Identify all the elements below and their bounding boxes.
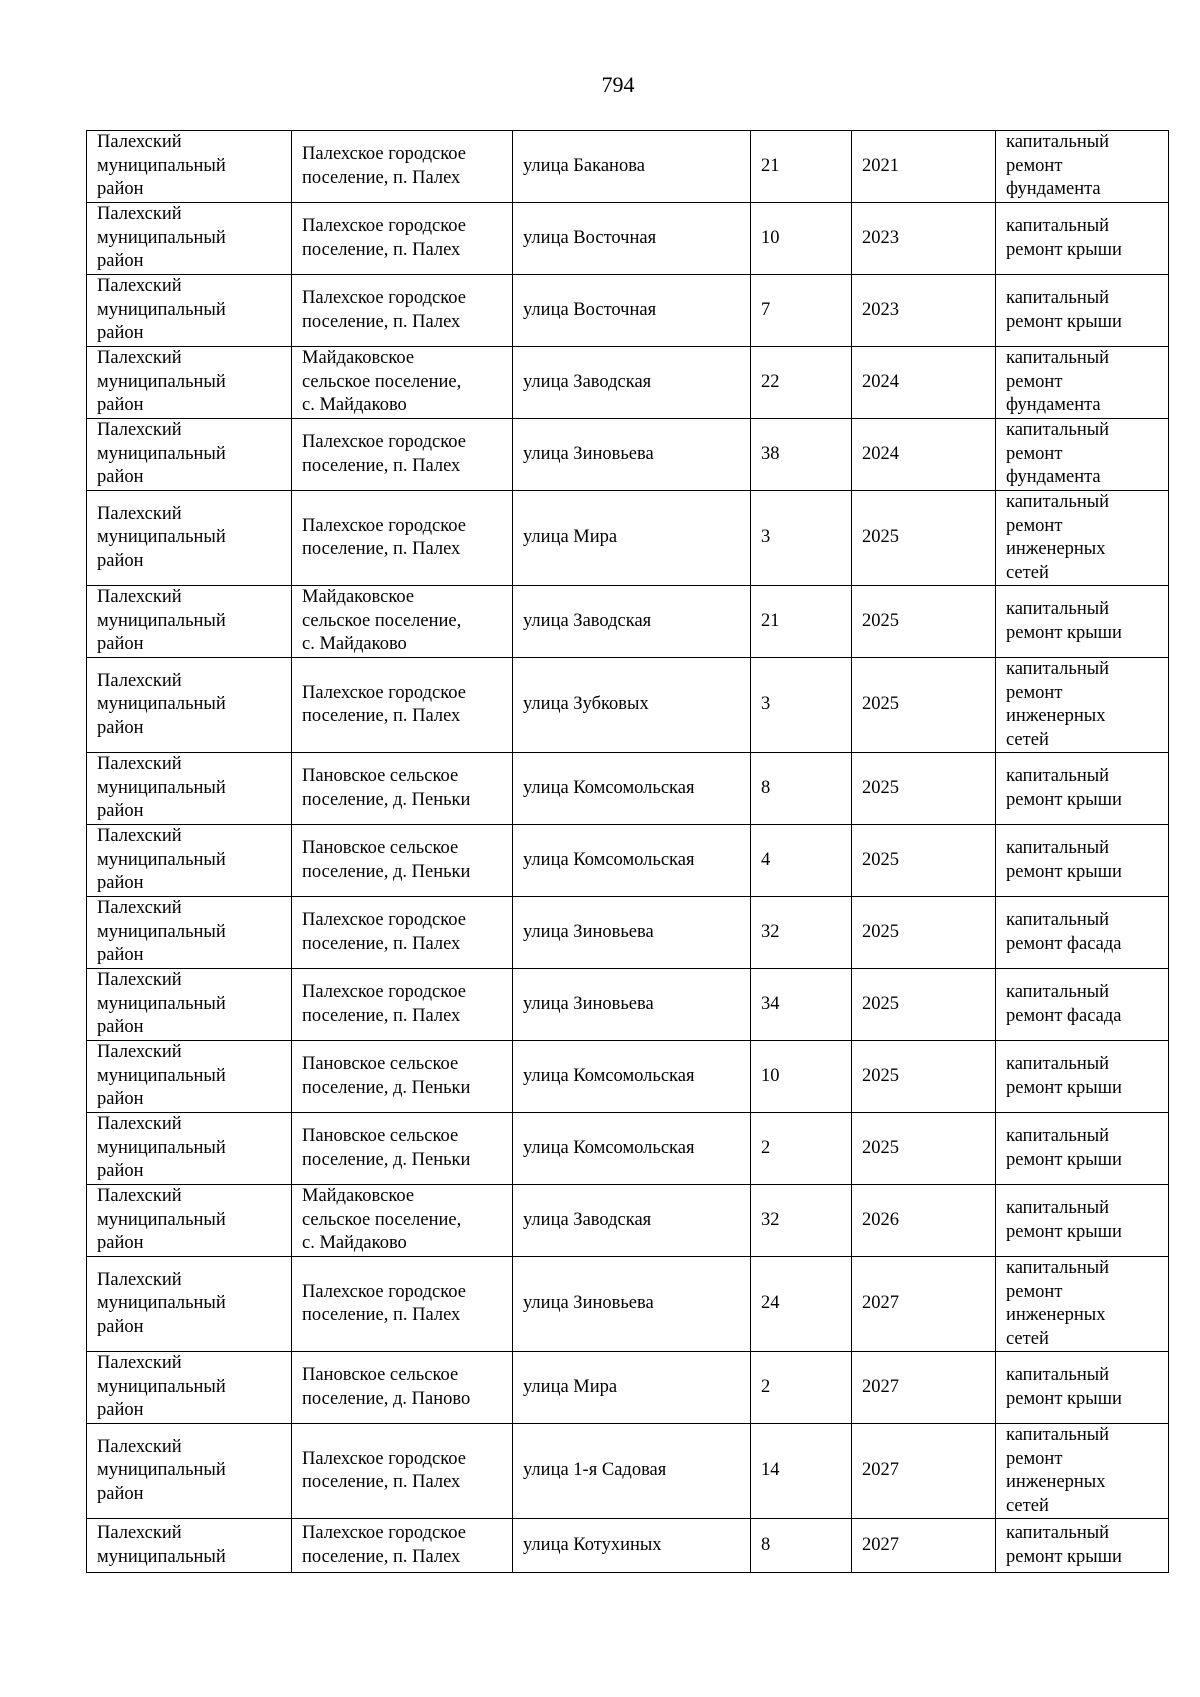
- district-cell: Палехский муниципальный район: [87, 1113, 292, 1185]
- district-cell: Палехский муниципальный район: [87, 586, 292, 658]
- street-cell: улица Котухиных: [513, 1519, 751, 1573]
- table-row: [87, 753, 1169, 825]
- year-cell: 2027: [852, 1424, 996, 1519]
- house-number-cell: 2: [751, 1113, 852, 1185]
- table-row: [87, 825, 1169, 897]
- settlement-cell: Палехское городское поселение, п. Палех: [292, 969, 513, 1041]
- house-number-cell: 21: [751, 586, 852, 658]
- table-row: [87, 419, 1169, 491]
- year-cell: 2023: [852, 275, 996, 347]
- street-cell: улица Восточная: [513, 203, 751, 275]
- year-cell: 2027: [852, 1519, 996, 1573]
- street-cell: улица Заводская: [513, 347, 751, 419]
- year-cell: 2021: [852, 131, 996, 203]
- year-cell: 2024: [852, 419, 996, 491]
- work-type-cell: капитальный ремонт крыши: [996, 1352, 1169, 1424]
- work-type-cell: капитальный ремонт фасада: [996, 969, 1169, 1041]
- district-cell: Палехский муниципальный район: [87, 491, 292, 586]
- district-cell: Палехский муниципальный район: [87, 1257, 292, 1352]
- work-type-cell: капитальный ремонт крыши: [996, 1185, 1169, 1257]
- house-number-cell: 4: [751, 825, 852, 897]
- settlement-cell: Палехское городское поселение, п. Палех: [292, 491, 513, 586]
- work-type-cell: капитальный ремонт крыши: [996, 1519, 1169, 1573]
- year-cell: 2025: [852, 897, 996, 969]
- year-cell: 2027: [852, 1257, 996, 1352]
- work-type-cell: капитальный ремонт крыши: [996, 275, 1169, 347]
- street-cell: улица Мира: [513, 491, 751, 586]
- table-row: [87, 1041, 1169, 1113]
- house-number-cell: 21: [751, 131, 852, 203]
- house-number-cell: 10: [751, 1041, 852, 1113]
- district-cell: Палехский муниципальный район: [87, 419, 292, 491]
- table-row: [87, 491, 1169, 586]
- work-type-cell: капитальный ремонт крыши: [996, 753, 1169, 825]
- table-row: [87, 897, 1169, 969]
- work-type-cell: капитальный ремонт крыши: [996, 586, 1169, 658]
- work-type-cell: капитальный ремонт инженерных сетей: [996, 658, 1169, 753]
- district-cell: Палехский муниципальный район: [87, 753, 292, 825]
- settlement-cell: Майдаковское сельское поселение, с. Майдаково: [292, 1185, 513, 1257]
- street-cell: улица Заводская: [513, 1185, 751, 1257]
- house-number-cell: 7: [751, 275, 852, 347]
- settlement-cell: Палехское городское поселение, п. Палех: [292, 131, 513, 203]
- street-cell: улица Зиновьева: [513, 897, 751, 969]
- table-row: [87, 1185, 1169, 1257]
- year-cell: 2025: [852, 1041, 996, 1113]
- house-number-cell: 14: [751, 1424, 852, 1519]
- settlement-cell: Палехское городское поселение, п. Палех: [292, 897, 513, 969]
- table-row: [87, 347, 1169, 419]
- settlement-cell: Пановское сельское поселение, д. Пеньки: [292, 753, 513, 825]
- year-cell: 2025: [852, 825, 996, 897]
- house-number-cell: 3: [751, 658, 852, 753]
- work-type-cell: капитальный ремонт фундамента: [996, 347, 1169, 419]
- house-number-cell: 8: [751, 753, 852, 825]
- work-type-cell: капитальный ремонт фундамента: [996, 131, 1169, 203]
- settlement-cell: Пановское сельское поселение, д. Паново: [292, 1352, 513, 1424]
- settlement-cell: Палехское городское поселение, п. Палех: [292, 275, 513, 347]
- district-cell: Палехский муниципальный район: [87, 969, 292, 1041]
- settlement-cell: Пановское сельское поселение, д. Пеньки: [292, 825, 513, 897]
- year-cell: 2025: [852, 969, 996, 1041]
- table-row: [87, 275, 1169, 347]
- settlement-cell: Майдаковское сельское поселение, с. Майдаково: [292, 347, 513, 419]
- house-number-cell: 3: [751, 491, 852, 586]
- street-cell: улица Зиновьева: [513, 1257, 751, 1352]
- settlement-cell: Палехское городское поселение, п. Палех: [292, 1519, 513, 1573]
- page-number: 794: [601, 72, 635, 97]
- year-cell: 2026: [852, 1185, 996, 1257]
- table-row: [87, 1519, 1169, 1573]
- street-cell: улица Комсомольская: [513, 825, 751, 897]
- district-cell: Палехский муниципальный район: [87, 1424, 292, 1519]
- work-type-cell: капитальный ремонт крыши: [996, 1041, 1169, 1113]
- street-cell: улица Зиновьева: [513, 419, 751, 491]
- district-cell: Палехский муниципальный район: [87, 1352, 292, 1424]
- table-row: [87, 658, 1169, 753]
- settlement-cell: Палехское городское поселение, п. Палех: [292, 203, 513, 275]
- work-type-cell: капитальный ремонт фундамента: [996, 419, 1169, 491]
- settlement-cell: Палехское городское поселение, п. Палех: [292, 1424, 513, 1519]
- house-number-cell: 8: [751, 1519, 852, 1573]
- table-row: [87, 586, 1169, 658]
- house-number-cell: 2: [751, 1352, 852, 1424]
- street-cell: улица Заводская: [513, 586, 751, 658]
- table-row: [87, 203, 1169, 275]
- year-cell: 2025: [852, 753, 996, 825]
- street-cell: улица Восточная: [513, 275, 751, 347]
- district-cell: Палехский муниципальный район: [87, 1041, 292, 1113]
- table-row: [87, 1352, 1169, 1424]
- year-cell: 2024: [852, 347, 996, 419]
- district-cell: Палехский муниципальный район: [87, 825, 292, 897]
- district-cell: Палехский муниципальный район: [87, 897, 292, 969]
- year-cell: 2025: [852, 491, 996, 586]
- work-type-cell: капитальный ремонт крыши: [996, 203, 1169, 275]
- settlement-cell: Палехское городское поселение, п. Палех: [292, 658, 513, 753]
- settlement-cell: Пановское сельское поселение, д. Пеньки: [292, 1041, 513, 1113]
- settlement-cell: Палехское городское поселение, п. Палех: [292, 1257, 513, 1352]
- street-cell: улица Мира: [513, 1352, 751, 1424]
- table-row: [87, 131, 1169, 203]
- district-cell: Палехский муниципальный район: [87, 203, 292, 275]
- table-row: [87, 1424, 1169, 1519]
- street-cell: улица Комсомольская: [513, 1113, 751, 1185]
- year-cell: 2025: [852, 658, 996, 753]
- district-cell: Палехский муниципальный: [87, 1519, 292, 1573]
- house-number-cell: 22: [751, 347, 852, 419]
- house-number-cell: 10: [751, 203, 852, 275]
- street-cell: улица Зиновьева: [513, 969, 751, 1041]
- year-cell: 2023: [852, 203, 996, 275]
- settlement-cell: Майдаковское сельское поселение, с. Майдаково: [292, 586, 513, 658]
- work-type-cell: капитальный ремонт крыши: [996, 1113, 1169, 1185]
- district-cell: Палехский муниципальный район: [87, 658, 292, 753]
- house-number-cell: 34: [751, 969, 852, 1041]
- year-cell: 2025: [852, 586, 996, 658]
- street-cell: улица Комсомольская: [513, 1041, 751, 1113]
- repair-schedule-table: [86, 130, 1169, 1573]
- street-cell: улица Комсомольская: [513, 753, 751, 825]
- house-number-cell: 24: [751, 1257, 852, 1352]
- house-number-cell: 32: [751, 897, 852, 969]
- settlement-cell: Палехское городское поселение, п. Палех: [292, 419, 513, 491]
- street-cell: улица Баканова: [513, 131, 751, 203]
- district-cell: Палехский муниципальный район: [87, 275, 292, 347]
- settlement-cell: Пановское сельское поселение, д. Пеньки: [292, 1113, 513, 1185]
- table-row: [87, 969, 1169, 1041]
- work-type-cell: капитальный ремонт инженерных сетей: [996, 491, 1169, 586]
- table-row: [87, 1113, 1169, 1185]
- work-type-cell: капитальный ремонт фасада: [996, 897, 1169, 969]
- house-number-cell: 32: [751, 1185, 852, 1257]
- street-cell: улица Зубковых: [513, 658, 751, 753]
- year-cell: 2025: [852, 1113, 996, 1185]
- street-cell: улица 1-я Садовая: [513, 1424, 751, 1519]
- work-type-cell: капитальный ремонт инженерных сетей: [996, 1424, 1169, 1519]
- district-cell: Палехский муниципальный район: [87, 347, 292, 419]
- work-type-cell: капитальный ремонт крыши: [996, 825, 1169, 897]
- house-number-cell: 38: [751, 419, 852, 491]
- year-cell: 2027: [852, 1352, 996, 1424]
- district-cell: Палехский муниципальный район: [87, 1185, 292, 1257]
- table-row: [87, 1257, 1169, 1352]
- district-cell: Палехский муниципальный район: [87, 131, 292, 203]
- work-type-cell: капитальный ремонт инженерных сетей: [996, 1257, 1169, 1352]
